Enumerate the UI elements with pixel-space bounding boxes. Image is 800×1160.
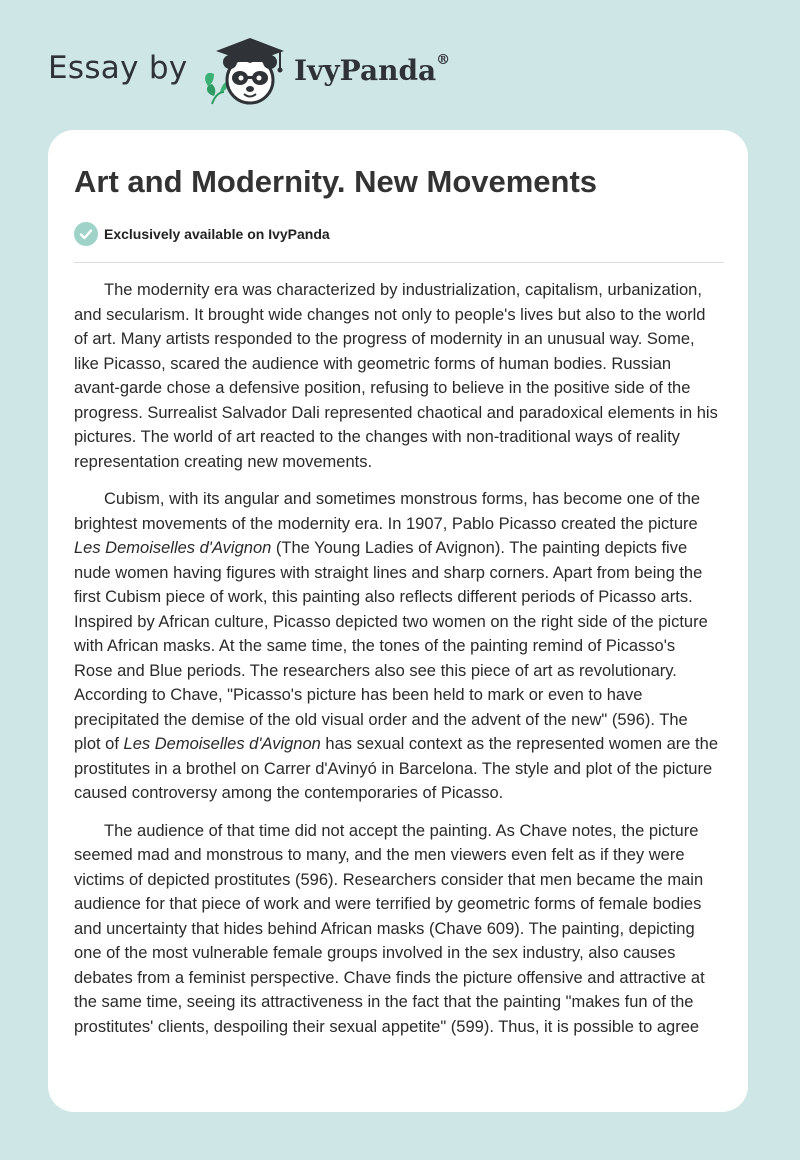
trademark-mark: ®: [436, 52, 451, 68]
italic-title: Les Demoiselles d'Avignon: [74, 539, 272, 557]
italic-title: Les Demoiselles d'Avignon: [123, 735, 321, 753]
text-run: (The Young Ladies of Avignon). The painting depicts five nude women having figures with straight lines and sharp corners. Apart from being the first Cubism piece of work, this painting also reflects different periods of Picasso arts. Inspired by African culture, Picasso depicted two women on the right side of the picture with African masks. At the same time, the tones of the painting remind of Picasso's Rose and Blue periods. The researchers also see this piece of art as revolutionary. According to Chave, "Picasso's picture has been held to mark or even to have precipitated the demise of the old visual order and the advent of the new" (596). The plot of: [74, 539, 708, 753]
divider: [74, 262, 724, 263]
page-title: Art and Modernity. New Movements: [74, 164, 598, 199]
text-run: The audience of that time did not accept the painting. As Chave notes, the picture seemed mad and monstrous to many, and the men viewers even felt as if they were victims of depicted prostitutes (596). Researchers consider that men became the main audience for that piece of work and were terrified by geometric forms of female bodies and uncertainty that hides behind African masks (Chave 609). The painting, depicting one of the most vulnerable female groups involved in the sex industry, also causes debates from a feminist perspective. Chave finds the picture offensive and attractive at the same time, seeing its attractiveness in the fact that the painting "makes fun of the prostitutes' clients, despoiling their sexual appetite" (599). Thus, it is possible to agree: [74, 821, 705, 1036]
essay-body: [74, 278, 718, 1052]
paragraph: [74, 819, 718, 1040]
brand-name[interactable]: [294, 54, 450, 87]
text-run: Cubism, with its angular and sometimes monstrous forms, has become one of the brightest movements of the modernity era. In 1907, Pablo Picasso created the picture: [74, 490, 701, 533]
brand-name-text: IvyPanda: [294, 54, 437, 87]
brand-prefix: Essay by: [48, 50, 188, 86]
text-run: has sexual context as the represented women are the prostitutes in a brothel on Carrer d'Avinyó in Barcelona. The style and plot of the picture caused controversy among the contemporaries of Picasso.: [74, 735, 718, 802]
check-circle-icon: [74, 222, 98, 246]
panda-graduate-icon[interactable]: [200, 34, 292, 110]
paragraph: [74, 487, 718, 806]
exclusive-badge: [74, 222, 330, 246]
text-run: The modernity era was characterized by industrialization, capitalism, urbanization, and secularism. It brought wide changes not only to people's lives but also to the world of art. Many artists responded to the progress of modernity in an unusual way. Some, like Picasso, scared the audience with geometric forms of human bodies. Russian avant-garde chose a defensive position, refusing to believe in the positive side of the progress. Surrealist Salvador Dali represented chaotical and paradoxical elements in his pictures. The world of art reacted to the changes with non-traditional ways of reality representation creating new movements.: [74, 281, 718, 471]
site-header: [0, 0, 800, 130]
essay-card: [48, 130, 748, 1112]
paragraph: [74, 278, 718, 474]
exclusive-label: Exclusively available on IvyPanda: [104, 226, 330, 242]
